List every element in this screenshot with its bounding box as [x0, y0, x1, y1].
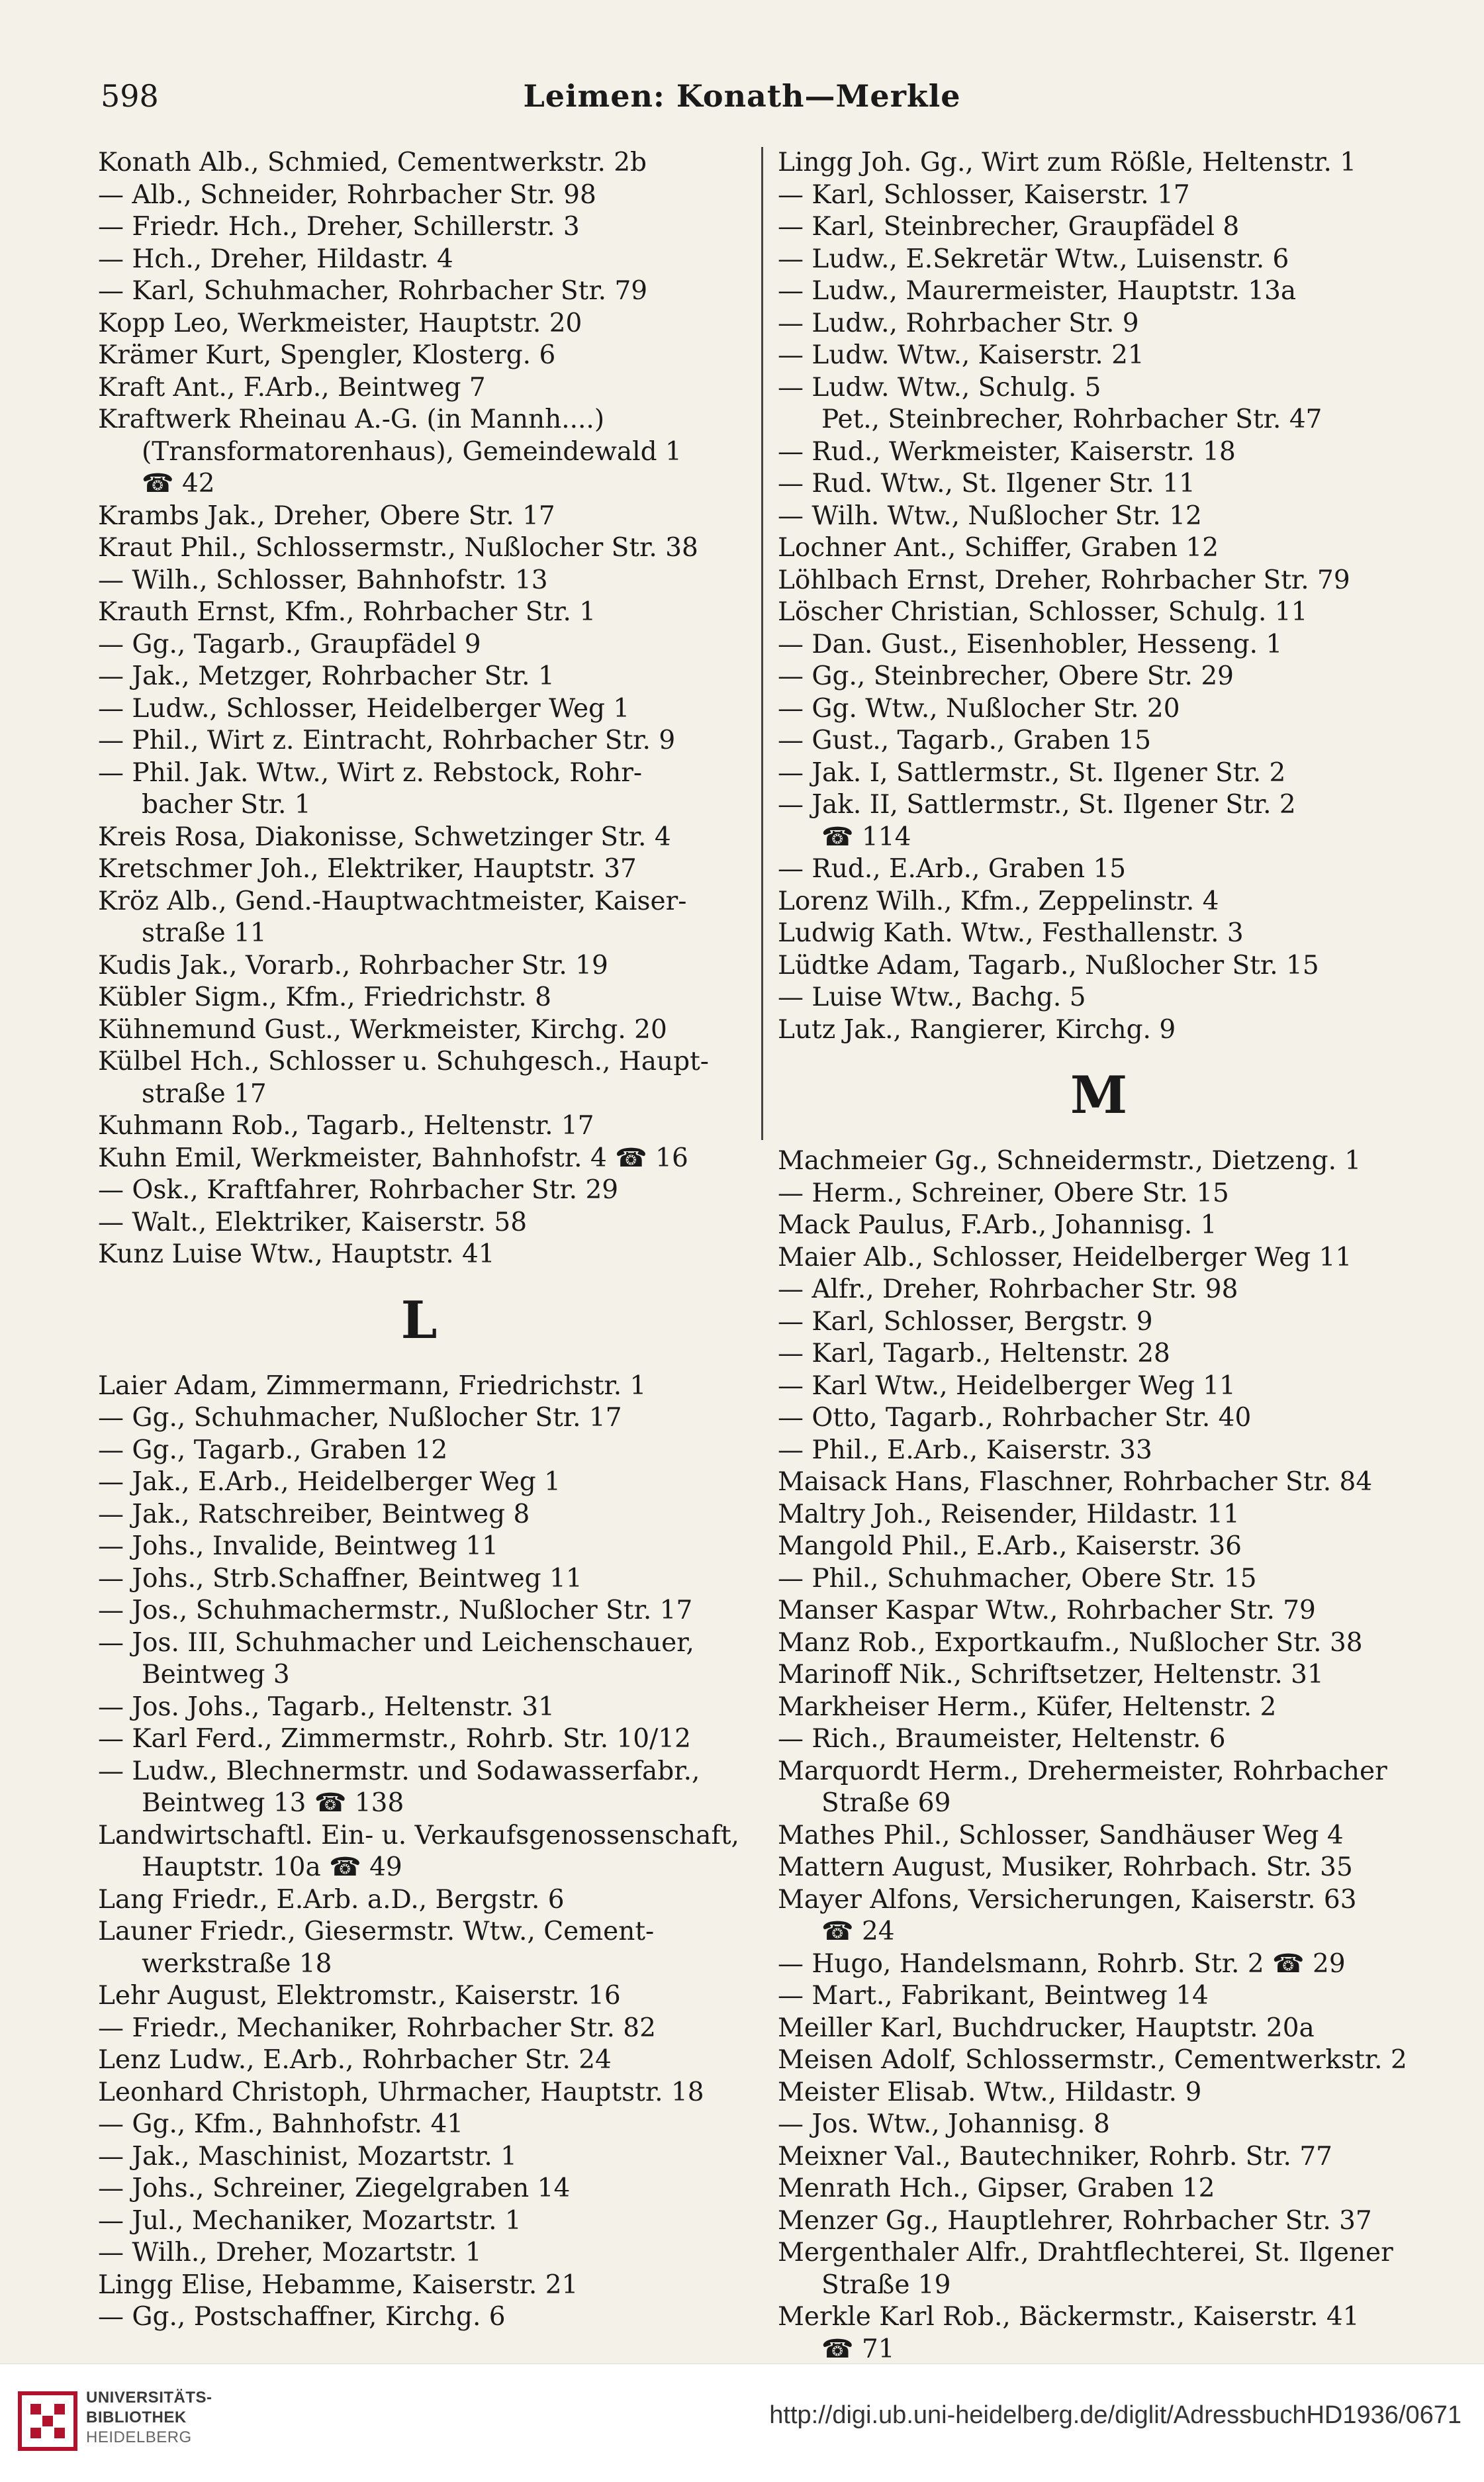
directory-entry: — Alb., Schneider, Rohrbacher Str. 98 — [98, 179, 596, 210]
directory-entry: — Ludw. Wtw., Schulg. 5 — [778, 372, 1101, 403]
directory-entry: — Friedr. Hch., Dreher, Schillerstr. 3 — [98, 212, 580, 242]
directory-entry: Kraftwerk Rheinau A.-G. (in Mannh....) — [98, 405, 605, 434]
directory-entry: — Rud. Wtw., St. Ilgener Str. 11 — [778, 469, 1195, 499]
directory-entry: Külbel Hch., Schlosser u. Schuhgesch., Haupt- — [98, 1047, 709, 1076]
directory-entry: Mack Paulus, F.Arb., Johannisg. 1 — [778, 1210, 1217, 1240]
directory-entry: Landwirtschaftl. Ein- u. Verkaufsgenossenschaft, — [98, 1820, 739, 1850]
directory-entry: — Karl, Schlosser, Kaiserstr. 17 — [778, 179, 1190, 210]
directory-entry: Maier Alb., Schlosser, Heidelberger Weg 11 — [778, 1242, 1352, 1272]
directory-entry: Manser Kaspar Wtw., Rohrbacher Str. 79 — [778, 1596, 1316, 1625]
viewer-footer — [0, 2363, 1484, 2482]
directory-entry: — Ludw. Wtw., Kaiserstr. 21 — [778, 340, 1144, 370]
directory-entry-continuation: ☎ 42 — [142, 469, 215, 499]
directory-entry: — Osk., Kraftfahrer, Rohrbacher Str. 29 — [98, 1175, 619, 1205]
library-name-line-2: BIBLIOTHEK — [86, 2409, 187, 2426]
directory-entry: — Hch., Dreher, Hildastr. 4 — [98, 244, 453, 274]
directory-entry: Lenz Ludw., E.Arb., Rohrbacher Str. 24 — [98, 2045, 612, 2075]
directory-entry: Kröz Alb., Gend.-Hauptwachtmeister, Kaiser- — [98, 886, 687, 916]
directory-entry: — Rud., E.Arb., Graben 15 — [778, 854, 1127, 884]
directory-entry: Kühnemund Gust., Werkmeister, Kirchg. 20 — [98, 1014, 667, 1045]
directory-entry: — Gg., Postschaffner, Kirchg. 6 — [98, 2302, 506, 2332]
directory-entry-continuation: Beintweg 13 ☎ 138 — [142, 1788, 404, 1818]
directory-entry: Kuhmann Rob., Tagarb., Heltenstr. 17 — [98, 1111, 594, 1141]
directory-entry: Krämer Kurt, Spengler, Klosterg. 6 — [98, 340, 556, 370]
section-letter-heading: M — [1070, 1065, 1128, 1125]
directory-entry: — Johs., Invalide, Beintweg 11 — [98, 1531, 498, 1561]
directory-entry-continuation: werkstraße 18 — [142, 1948, 332, 1979]
library-logo[interactable] — [15, 2384, 212, 2463]
directory-entry: Launer Friedr., Giesermstr. Wtw., Cement- — [98, 1917, 655, 1946]
directory-entry: — Ludw., E.Sekretär Wtw., Luisenstr. 6 — [778, 244, 1289, 274]
directory-entry: Merkle Karl Rob., Bäckermstr., Kaiserstr. 41 — [778, 2302, 1360, 2332]
directory-entry: — Gg., Tagarb., Graben 12 — [98, 1435, 448, 1465]
directory-entry: Kudis Jak., Vorarb., Rohrbacher Str. 19 — [98, 950, 608, 980]
directory-entry: — Ludw., Rohrbacher Str. 9 — [778, 308, 1139, 338]
library-seal-icon — [15, 2388, 81, 2454]
directory-entry: — Karl, Steinbrecher, Graupfädel 8 — [778, 212, 1240, 242]
directory-entry: Lingg Elise, Hebamme, Kaiserstr. 21 — [98, 2269, 579, 2300]
directory-entry: Mattern August, Musiker, Rohrbach. Str. 35 — [778, 1852, 1353, 1882]
directory-entry-continuation: (Transformatorenhaus), Gemeindewald 1 — [142, 436, 682, 467]
directory-entry: — Alfr., Dreher, Rohrbacher Str. 98 — [778, 1274, 1238, 1304]
directory-entry: Lang Friedr., E.Arb. a.D., Bergstr. 6 — [98, 1884, 565, 1915]
directory-entry: — Wilh., Dreher, Mozartstr. 1 — [98, 2238, 482, 2267]
directory-entry: Laier Adam, Zimmermann, Friedrichstr. 1 — [98, 1370, 647, 1401]
directory-entry-continuation: ☎ 24 — [821, 1917, 895, 1946]
directory-entry: Leonhard Christoph, Uhrmacher, Hauptstr. 18 — [98, 2077, 704, 2107]
directory-entry: — Walt., Elektriker, Kaiserstr. 58 — [98, 1207, 528, 1237]
left-column — [98, 147, 740, 2334]
directory-entry: Markheiser Herm., Küfer, Heltenstr. 2 — [778, 1692, 1277, 1722]
directory-entry: Meixner Val., Bautechniker, Rohrb. Str. 77 — [778, 2141, 1332, 2172]
directory-entry-continuation: Hauptstr. 10a ☎ 49 — [142, 1852, 402, 1882]
directory-entry: — Ludw., Blechnermstr. und Sodawasserfabr., — [98, 1756, 700, 1786]
directory-entry: Machmeier Gg., Schneidermstr., Dietzeng. 1 — [778, 1146, 1362, 1176]
directory-entry-continuation: Straße 69 — [821, 1788, 951, 1818]
directory-entry: — Ludw., Schlosser, Heidelberger Weg 1 — [98, 693, 630, 724]
permalink-url[interactable]: http://digi.ub.uni-heidelberg.de/diglit/AdressbuchHD1936/0671 — [769, 2401, 1461, 2429]
directory-entry: — Otto, Tagarb., Rohrbacher Str. 40 — [778, 1403, 1252, 1433]
library-name — [86, 2388, 212, 2448]
directory-entry: — Karl Wtw., Heidelberger Weg 11 — [778, 1370, 1236, 1401]
directory-entry: Lingg Joh. Gg., Wirt zum Rößle, Heltenstr. 1 — [778, 148, 1357, 177]
directory-entry: Marquordt Herm., Drehermeister, Rohrbacher — [778, 1756, 1387, 1786]
directory-entry: — Jak., E.Arb., Heidelberger Weg 1 — [98, 1467, 561, 1497]
directory-entry: Marinoff Nik., Schriftsetzer, Heltenstr. 31 — [778, 1660, 1324, 1690]
directory-entry: Kraft Ant., F.Arb., Beintweg 7 — [98, 372, 486, 403]
directory-entry: — Karl, Tagarb., Heltenstr. 28 — [778, 1339, 1170, 1368]
directory-entry-continuation: Beintweg 3 — [142, 1660, 290, 1690]
directory-entry: — Johs., Schreiner, Ziegelgraben 14 — [98, 2173, 571, 2203]
directory-entry: Meiller Karl, Buchdrucker, Hauptstr. 20a — [778, 2013, 1315, 2043]
directory-entry: Kretschmer Joh., Elektriker, Hauptstr. 37 — [98, 854, 637, 884]
directory-entry: — Gg. Wtw., Nußlocher Str. 20 — [778, 693, 1180, 724]
directory-entry: Lutz Jak., Rangierer, Kirchg. 9 — [778, 1014, 1176, 1045]
directory-entry: — Jos. Wtw., Johannisg. 8 — [778, 2109, 1110, 2139]
directory-entry: — Jak. I, Sattlermstr., St. Ilgener Str. 2 — [778, 757, 1286, 788]
page-header — [94, 72, 1390, 118]
directory-entry: Lüdtke Adam, Tagarb., Nußlocher Str. 15 — [778, 950, 1319, 980]
directory-entry: — Karl Ferd., Zimmermstr., Rohrb. Str. 10/12 — [98, 1724, 691, 1754]
directory-entry: Konath Alb., Schmied, Cementwerkstr. 2b — [98, 148, 647, 177]
directory-entry: Menrath Hch., Gipser, Graben 12 — [778, 2173, 1215, 2203]
directory-entry: Manz Rob., Exportkaufm., Nußlocher Str. 38 — [778, 1627, 1363, 1658]
directory-entry: Mathes Phil., Schlosser, Sandhäuser Weg 4 — [778, 1820, 1344, 1850]
directory-entry: — Wilh., Schlosser, Bahnhofstr. 13 — [98, 565, 548, 595]
directory-entry: — Phil., Schuhmacher, Obere Str. 15 — [778, 1563, 1257, 1594]
directory-entry-continuation: Pet., Steinbrecher, Rohrbacher Str. 47 — [821, 405, 1322, 434]
directory-entry: Kraut Phil., Schlossermstr., Nußlocher Str. 38 — [98, 533, 698, 563]
directory-entry: — Jos. III, Schuhmacher und Leichenschauer, — [98, 1627, 694, 1658]
directory-entry: Kreis Rosa, Diakonisse, Schwetzinger Str. 4 — [98, 822, 671, 852]
directory-entry: — Jos., Schuhmachermstr., Nußlocher Str. 17 — [98, 1596, 693, 1625]
directory-entry: — Luise Wtw., Bachg. 5 — [778, 982, 1086, 1012]
directory-entry-continuation: straße 17 — [142, 1078, 267, 1109]
directory-entry: — Jak. II, Sattlermstr., St. Ilgener Str. 2 — [778, 790, 1296, 820]
directory-entry: Maisack Hans, Flaschner, Rohrbacher Str. 84 — [778, 1467, 1373, 1497]
directory-entry-continuation: ☎ 71 — [821, 2334, 895, 2364]
directory-entry: Mangold Phil., E.Arb., Kaiserstr. 36 — [778, 1531, 1242, 1561]
directory-entry: — Rich., Braumeister, Heltenstr. 6 — [778, 1724, 1226, 1754]
directory-entry: — Hugo, Handelsmann, Rohrb. Str. 2 ☎ 29 — [778, 1948, 1346, 1979]
directory-entry: — Phil., Wirt z. Eintracht, Rohrbacher Str. 9 — [98, 726, 676, 755]
directory-entry: — Gg., Kfm., Bahnhofstr. 41 — [98, 2109, 464, 2139]
directory-entry: Mayer Alfons, Versicherungen, Kaiserstr. 63 — [778, 1884, 1357, 1915]
page-number: 598 — [101, 78, 159, 114]
directory-entry-continuation: bacher Str. 1 — [142, 790, 311, 820]
directory-entry: — Phil. Jak. Wtw., Wirt z. Rebstock, Rohr- — [98, 757, 643, 788]
directory-entry: Mergenthaler Alfr., Drahtflechterei, St. Ilgener — [778, 2238, 1393, 2267]
directory-entry-continuation: ☎ 114 — [821, 822, 911, 852]
directory-entry: Ludwig Kath. Wtw., Festhallenstr. 3 — [778, 918, 1244, 948]
directory-entry: — Rud., Werkmeister, Kaiserstr. 18 — [778, 436, 1236, 467]
directory-entry: Maltry Joh., Reisender, Hildastr. 11 — [778, 1499, 1240, 1529]
library-name-line-3: HEIDELBERG — [86, 2428, 192, 2446]
directory-entry: — Ludw., Maurermeister, Hauptstr. 13a — [778, 276, 1297, 306]
directory-entry: — Phil., E.Arb., Kaiserstr. 33 — [778, 1435, 1152, 1465]
directory-entry: Lochner Ant., Schiffer, Graben 12 — [778, 533, 1219, 563]
running-head: Leimen: Konath—Merkle — [523, 78, 961, 114]
directory-entry: — Gg., Schuhmacher, Nußlocher Str. 17 — [98, 1403, 622, 1433]
directory-entry: — Friedr., Mechaniker, Rohrbacher Str. 82 — [98, 2013, 656, 2043]
directory-entry: Krambs Jak., Dreher, Obere Str. 17 — [98, 501, 555, 531]
directory-entry: — Herm., Schreiner, Obere Str. 15 — [778, 1178, 1229, 1208]
directory-entry: Kunz Luise Wtw., Hauptstr. 41 — [98, 1239, 495, 1269]
directory-entry: — Jak., Ratschreiber, Beintweg 8 — [98, 1499, 530, 1529]
directory-entry: Löhlbach Ernst, Dreher, Rohrbacher Str. 79 — [778, 565, 1350, 595]
directory-entry: Kuhn Emil, Werkmeister, Bahnhofstr. 4 ☎ 16 — [98, 1143, 688, 1173]
library-name-line-1: UNIVERSITÄTS- — [86, 2389, 212, 2407]
directory-entry: — Jos. Johs., Tagarb., Heltenstr. 31 — [98, 1692, 555, 1722]
directory-entry: — Gg., Steinbrecher, Obere Str. 29 — [778, 661, 1234, 691]
directory-entry: — Jul., Mechaniker, Mozartstr. 1 — [98, 2205, 522, 2236]
directory-entry: Menzer Gg., Hauptlehrer, Rohrbacher Str. 37 — [778, 2205, 1372, 2236]
right-column — [778, 147, 1420, 2365]
directory-entry: — Karl, Schuhmacher, Rohrbacher Str. 79 — [98, 276, 648, 306]
directory-entry: — Dan. Gust., Eisenhobler, Hesseng. 1 — [778, 629, 1283, 659]
directory-entry: Kopp Leo, Werkmeister, Hauptstr. 20 — [98, 308, 582, 338]
directory-entry: Krauth Ernst, Kfm., Rohrbacher Str. 1 — [98, 597, 596, 627]
column-divider — [761, 147, 763, 1140]
section-letter-heading: L — [400, 1290, 438, 1351]
directory-entry-continuation: straße 11 — [142, 918, 267, 948]
directory-entry: — Mart., Fabrikant, Beintweg 14 — [778, 1981, 1209, 2011]
directory-entry: — Jak., Maschinist, Mozartstr. 1 — [98, 2141, 517, 2172]
directory-entry: — Jak., Metzger, Rohrbacher Str. 1 — [98, 661, 555, 691]
directory-entry: Löscher Christian, Schlosser, Schulg. 11 — [778, 597, 1308, 627]
directory-entry: Meister Elisab. Wtw., Hildastr. 9 — [778, 2077, 1202, 2107]
directory-entry: Kübler Sigm., Kfm., Friedrichstr. 8 — [98, 982, 551, 1012]
directory-entry: Lorenz Wilh., Kfm., Zeppelinstr. 4 — [778, 886, 1219, 916]
directory-entry: Meisen Adolf, Schlossermstr., Cementwerkstr. 2 — [778, 2045, 1407, 2075]
directory-entry: — Gg., Tagarb., Graupfädel 9 — [98, 629, 481, 659]
directory-entry: — Wilh. Wtw., Nußlocher Str. 12 — [778, 501, 1202, 531]
directory-entry: — Gust., Tagarb., Graben 15 — [778, 726, 1152, 755]
directory-entry-continuation: Straße 19 — [821, 2269, 951, 2300]
directory-entry: Lehr August, Elektromstr., Kaiserstr. 16 — [98, 1981, 621, 2011]
directory-entry: — Johs., Strb.Schaffner, Beintweg 11 — [98, 1563, 582, 1594]
directory-entry: — Karl, Schlosser, Bergstr. 9 — [778, 1306, 1153, 1337]
